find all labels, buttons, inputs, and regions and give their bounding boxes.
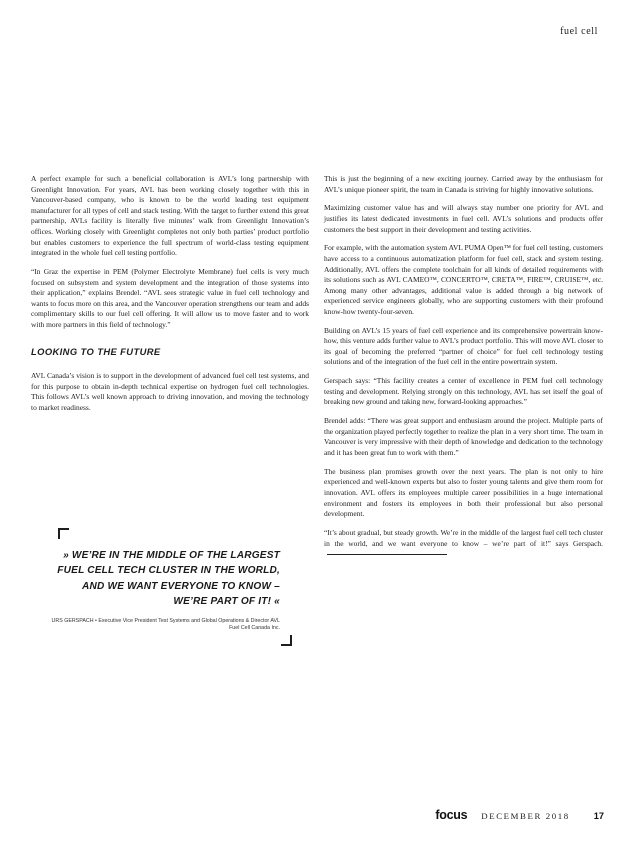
final-paragraph-text: “It’s about gradual, but steady growth. We’re in the middle of the largest fuel cell tech cluster in the world, and we want everyone to know – we’re part of it!” says Gerspach. <box>324 527 603 548</box>
article-paragraph: Gerspach says: “This facility creates a center of excellence in PEM fuel cell technology testing and development. Relying strongly on this technology, AVL has set itself the goal of breaking new ground and taking new, forward-looking approaches.” <box>324 376 603 407</box>
quote-open-bracket-icon <box>58 528 69 539</box>
right-column <box>324 174 603 568</box>
issue-date: DECEMBER 2018 <box>481 811 570 821</box>
page-footer <box>435 808 604 822</box>
article-paragraph: “In Graz the expertise in PEM (Polymer Electrolyte Membrane) fuel cells is very much focused on subsystem and system development and the integration of those systems into their application,” explains Brendel. “AVL sees strategic value in fuel cell technology and wants to focus more on this area, and the Vancouver operation strengthens our team and adds complimentary skills to our fuel cell offering. It will allow us to move faster and to work with more partners in this field of technology.” <box>31 266 309 329</box>
pull-quote-attribution: URS GERSPACH • Executive Vice President Test Systems and Global Operations & Director AVL Fuel Cell Canada Inc. <box>51 618 280 632</box>
section-label: fuel cell <box>560 26 598 37</box>
pull-quote-text: » WE’RE IN THE MIDDLE OF THE LARGEST FUEL CELL TECH CLUSTER IN THE WORLD, AND WE WANT EVERYONE TO KNOW – WE’RE PART OF IT! « <box>57 550 280 608</box>
article-paragraph: For example, with the automation system AVL PUMA Open™ for fuel cell testing, customers have access to a continuous automatization platform for fuel cell, stack and system testing. Additionally, AVL offers the complete toolchain for all kinds of detailed requirements with its solutions such as AVL CAMEO™, CONCERTO™, CRETA™, FIRE™, CRUISE™, etc. Among many other advantages, additional value is added through a big network of experienced service engineers globally, who are supporting customers with their profound know-how twenty-four-seven. <box>324 243 603 316</box>
article-paragraph: Brendel adds: “There was great support and enthusiasm around the project. Multiple parts of the organization played perfectly together to realize the plan in a very short time. The team in Vancouver is very impressive with their depth of knowledge and dedication to the technology and it has been great fun to work with them.” <box>324 416 603 457</box>
article-paragraph: Maximizing customer value has and will always stay number one priority for AVL and justifies its latest dedicated investments in fuel cell. AVL’s solutions and products offer customers the best support in their development and testing activities. <box>324 203 603 234</box>
quote-close-bracket-icon <box>281 635 292 646</box>
article-final-paragraph <box>324 528 603 560</box>
article-paragraph: AVL Canada’s vision is to support in the development of advanced fuel cell test systems, and for this purpose to obtain in-depth technical expertise on hydrogen fuel cell technologies. This follows AVL’s well known approach to driving innovation, and moving the technology to market readiness. <box>31 371 309 412</box>
magazine-logo: focus <box>435 808 468 822</box>
article-paragraph: A perfect example for such a beneficial collaboration is AVL’s long partnership with Greenlight Innovation. For years, AVL has been working closely together with this in Vancouver-based company, who is known to be the world leading test equipment manufacturer for all types of cell and stack testing. With the target to further extend this great partnership, AVLs facility is literally five minutes’ walk from Greenlight Innovation’s offices. Working closely with Greenlight completes not only both parties’ product portfolio but enables customers to experience the full spectrum of world-class testing equipment integrated in the whole fuel cell testing portfolio. <box>31 174 309 258</box>
article-paragraph: The business plan promises growth over the next years. The plan is not only to hire experienced and well-known experts but also to foster young talents and give them room for innovation. AVL offers its employees multiple career possibilities in a huge international environment and fosters its employees in both their professional but also personal development. <box>324 466 603 519</box>
end-of-article-rule <box>327 554 447 555</box>
article-paragraph: This is just the beginning of a new exciting journey. Carried away by the enthusiasm for AVL’s unique pioneer spirit, the team in Canada is striving for highly innovative solutions. <box>324 174 603 194</box>
section-heading: LOOKING TO THE FUTURE <box>31 345 161 357</box>
page-number: 17 <box>593 811 604 821</box>
left-column <box>31 174 309 422</box>
article-paragraph: Building on AVL’s 15 years of fuel cell experience and its comprehensive powertrain know-how, this venture adds further value to AVL’s product portfolio. This will move AVL closer to its goal of becoming the preferred “partner of choice” for fuel cell technology testing solutions and of the integration of the fuel cell in the entire powertrain system. <box>324 325 603 367</box>
pull-quote <box>52 528 294 646</box>
